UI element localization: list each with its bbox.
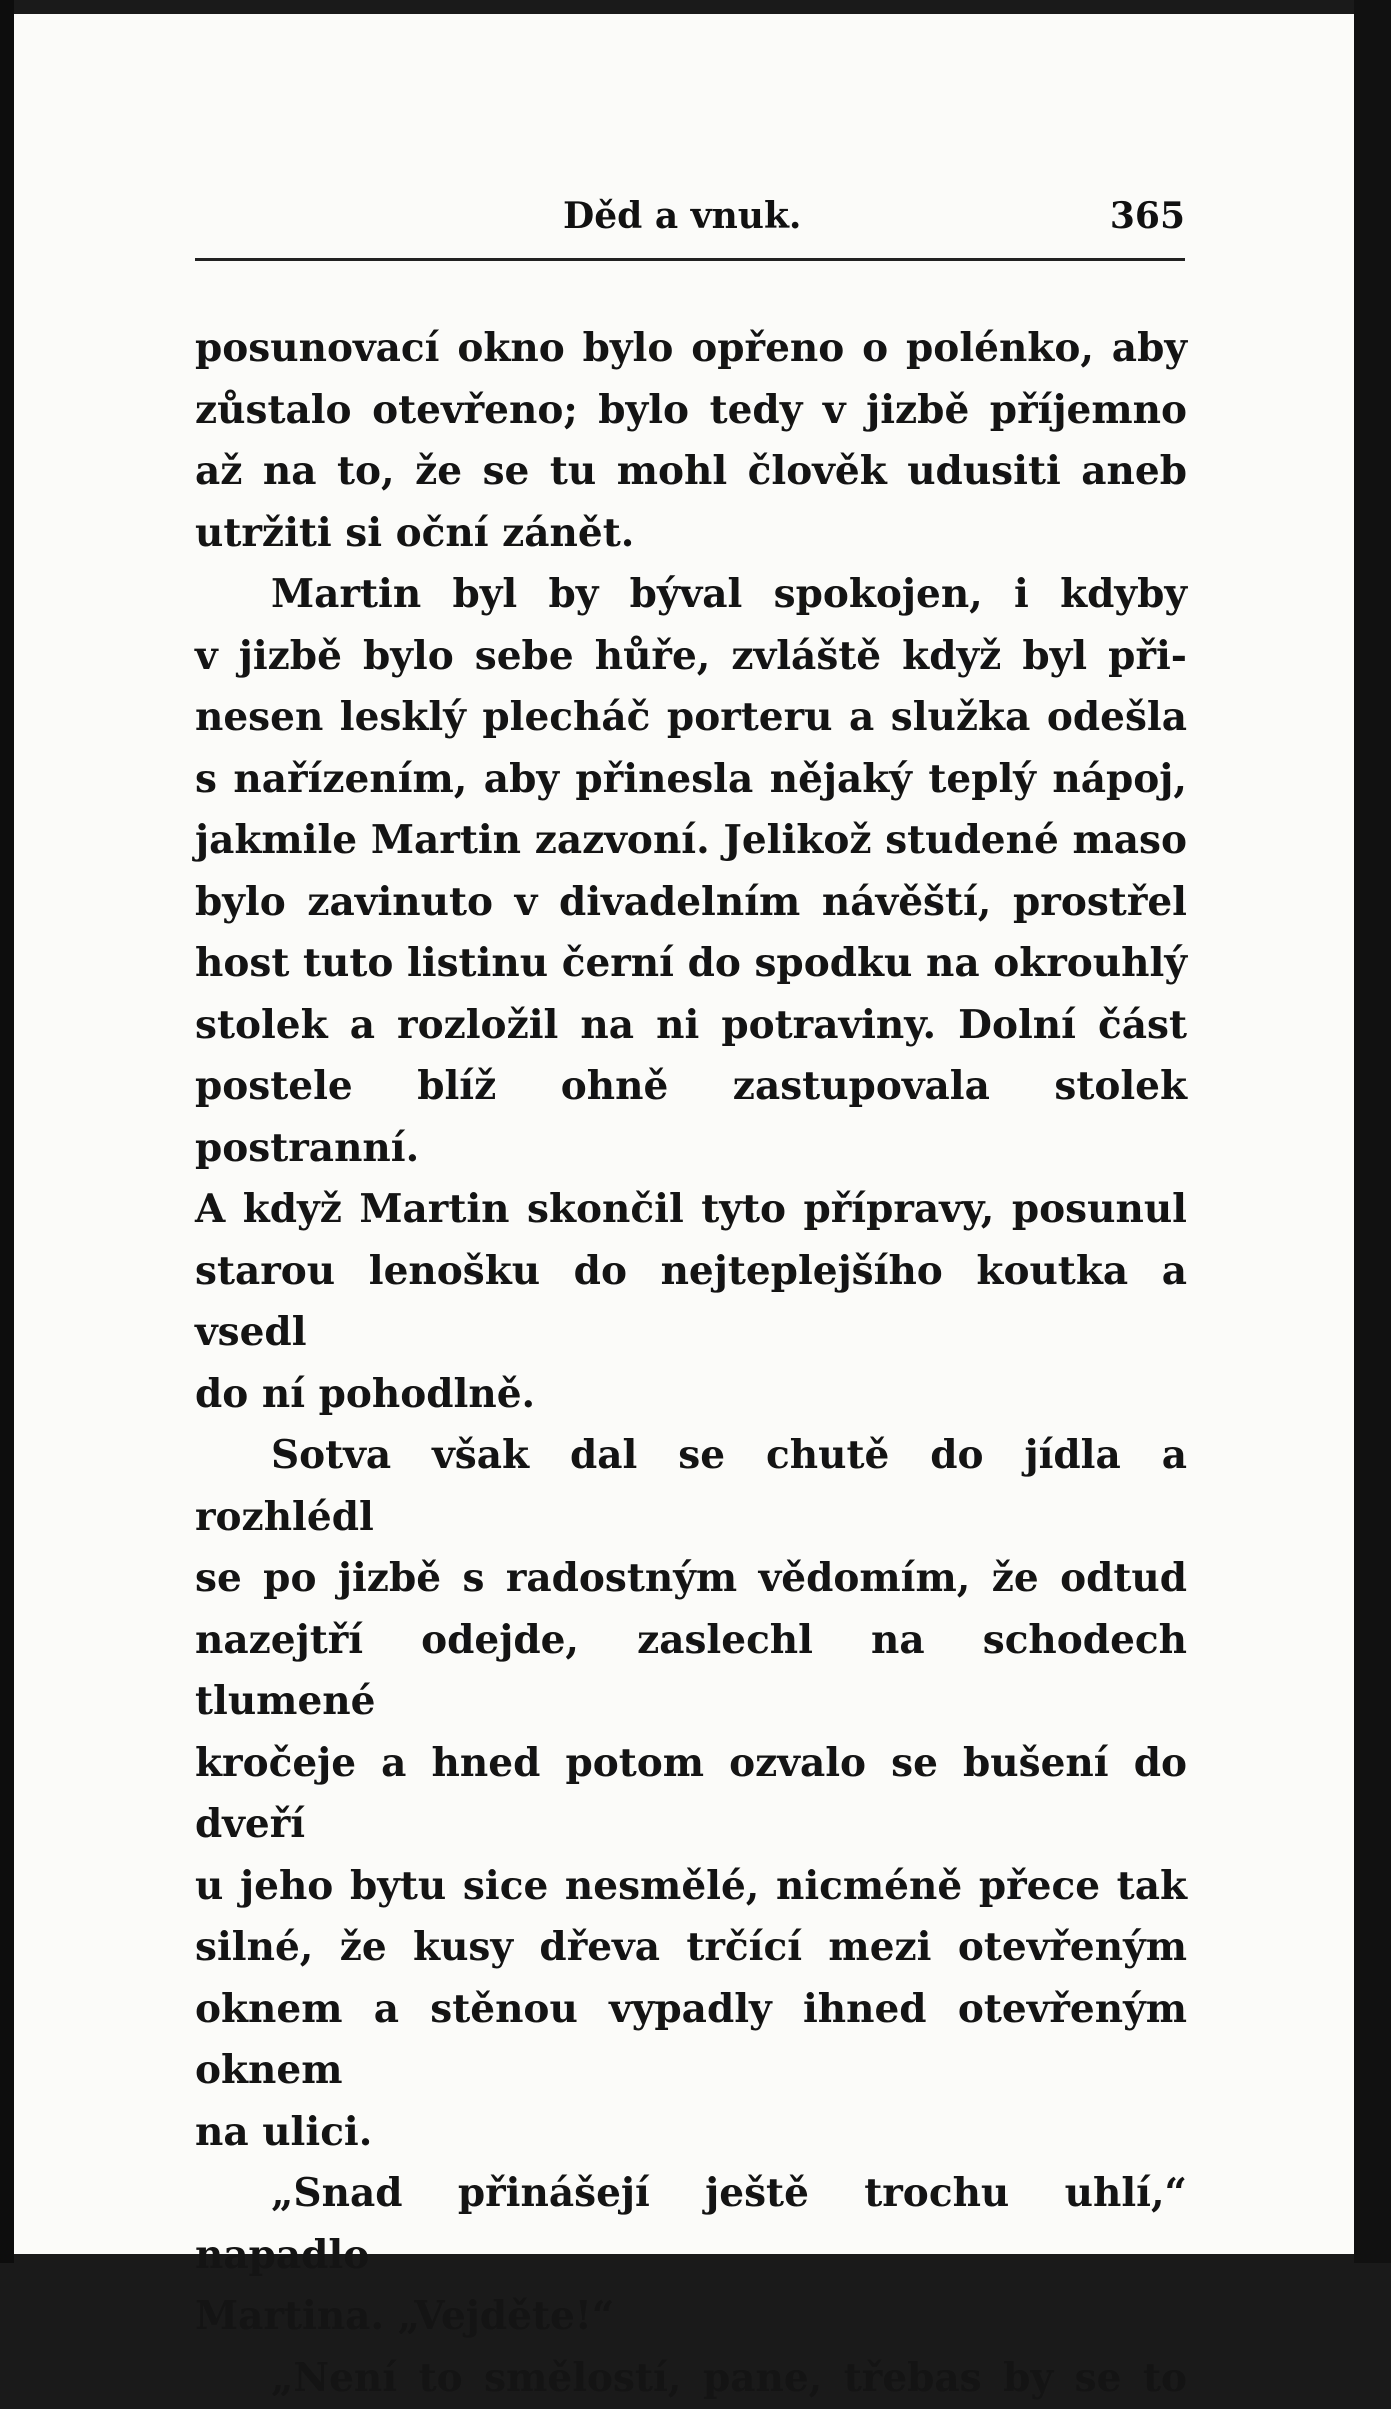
text-line: „Není to smělostí, pane, třebas by se to — [195, 2348, 1187, 2409]
text-line: silné, že kusy dřeva trčící mezi otevřeným — [195, 1917, 1187, 1979]
text-line: na ulici. — [195, 2102, 1187, 2164]
page-header — [195, 195, 1185, 245]
text-line: nesen lesklý plecháč porteru a služka odešla — [195, 687, 1187, 749]
scan-left-edge — [0, 0, 14, 2263]
running-title: Děd a vnuk. — [563, 195, 801, 237]
text-line: jakmile Martin zazvoní. Jelikož studené maso — [195, 810, 1187, 872]
text-line: stolek a rozložil na ni potraviny. Dolní část — [195, 995, 1187, 1057]
text-line: posunovací okno bylo opřeno o polénko, aby — [195, 318, 1187, 380]
text-line: Martin byl by býval spokojen, i kdyby — [195, 564, 1187, 626]
text-line: postele blíž ohně zastupovala stolek postranní. — [195, 1056, 1187, 1179]
text-line: starou lenošku do nejteplejšího koutka a vsedl — [195, 1241, 1187, 1364]
page-number: 365 — [1110, 195, 1185, 237]
text-line: do ní pohodlně. — [195, 1364, 1187, 1426]
text-line: se po jizbě s radostným vědomím, že odtud — [195, 1548, 1187, 1610]
text-line: s nařízením, aby přinesla nějaký teplý nápoj, — [195, 749, 1187, 811]
text-line: bylo zavinuto v divadelním návěští, prostřel — [195, 872, 1187, 934]
body-text — [195, 318, 1187, 2409]
text-line: kročeje a hned potom ozvalo se bušení do dveří — [195, 1733, 1187, 1856]
text-line: Martina. „Vejděte!“ — [195, 2286, 1187, 2348]
text-line: A když Martin skončil tyto přípravy, posunul — [195, 1179, 1187, 1241]
text-line: až na to, že se tu mohl člověk udusiti aneb — [195, 441, 1187, 503]
text-line: v jizbě bylo sebe hůře, zvláště když byl při- — [195, 626, 1187, 688]
scan-right-edge — [1354, 0, 1391, 2263]
text-line: oknem a stěnou vypadly ihned otevřeným oknem — [195, 1979, 1187, 2102]
text-line: „Snad přinášejí ještě trochu uhlí,“ napadlo — [195, 2163, 1187, 2286]
text-line: Sotva však dal se chutě do jídla a rozhlédl — [195, 1425, 1187, 1548]
header-rule — [195, 258, 1185, 261]
text-line: nazejtří odejde, zaslechl na schodech tlumené — [195, 1610, 1187, 1733]
text-line: host tuto listinu černí do spodku na okrouhlý — [195, 933, 1187, 995]
text-line: u jeho bytu sice nesmělé, nicméně přece tak — [195, 1856, 1187, 1918]
text-line: zůstalo otevřeno; bylo tedy v jizbě příjemno — [195, 380, 1187, 442]
text-line: utržiti si oční zánět. — [195, 503, 1187, 565]
